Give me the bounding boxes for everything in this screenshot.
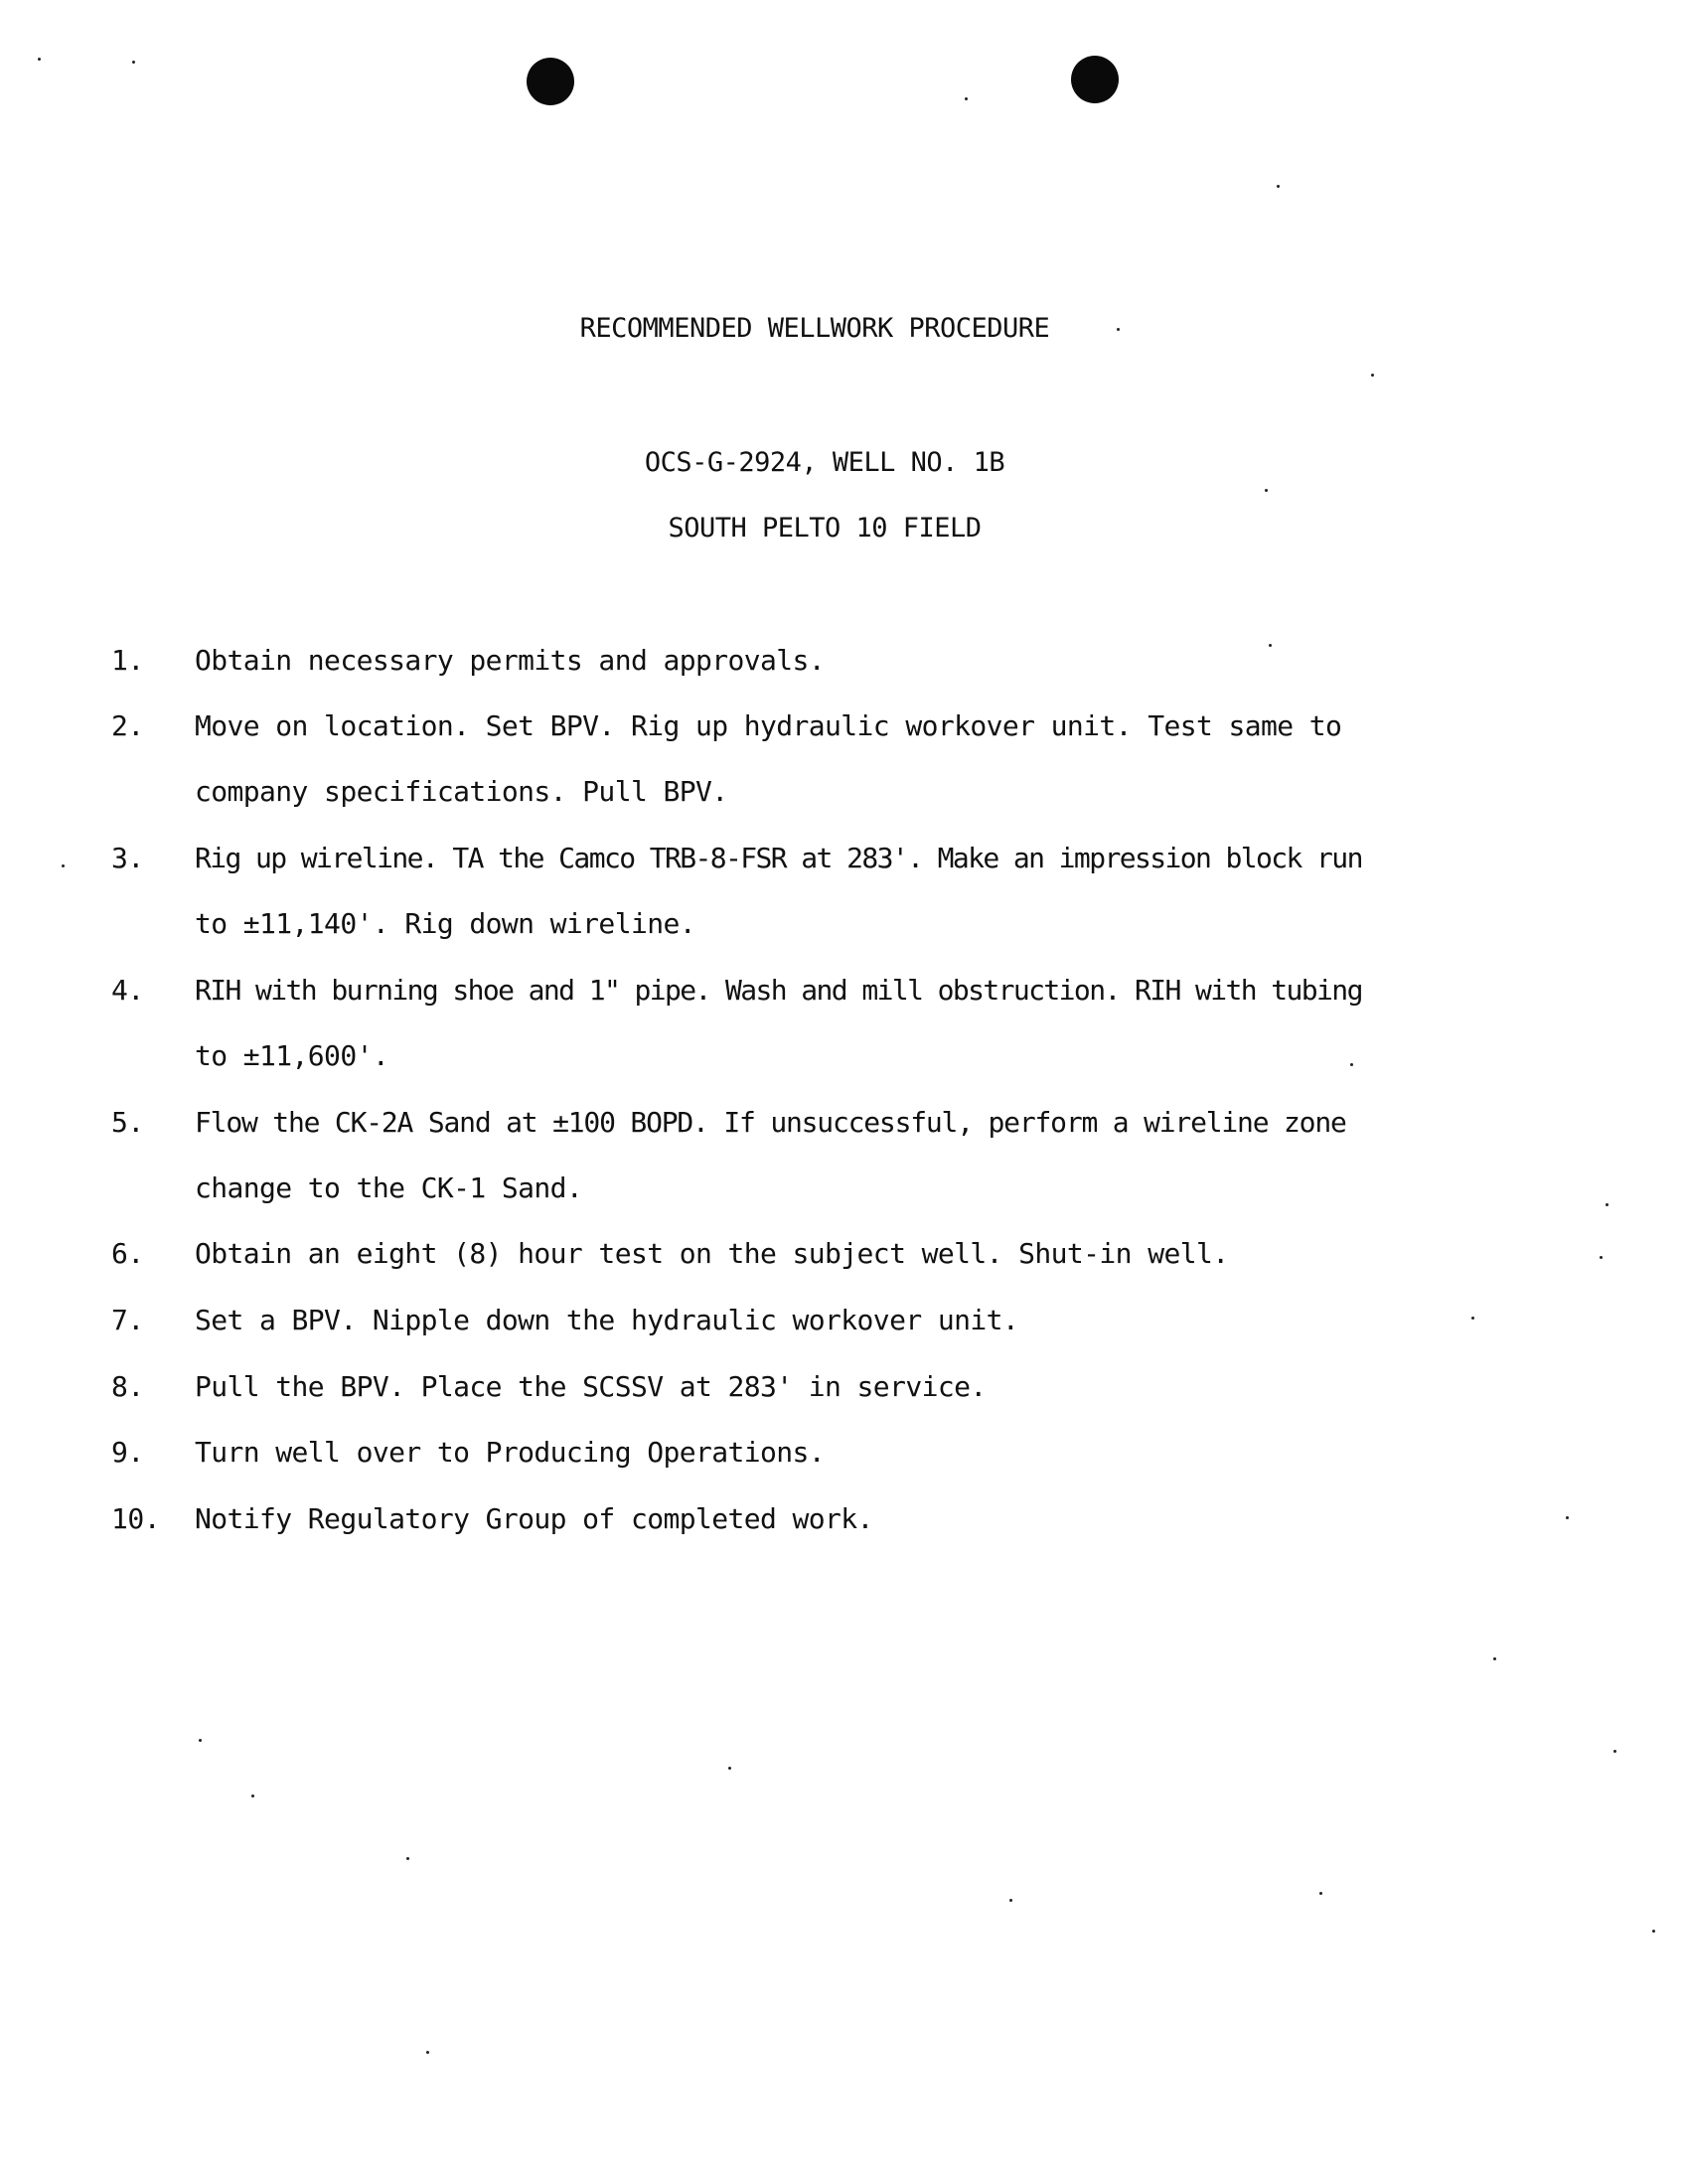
scan-speck (406, 1857, 409, 1860)
step-text: company specifications. Pull BPV. (195, 775, 728, 808)
punch-hole-right (1071, 56, 1119, 103)
step-number: 9. (111, 1436, 144, 1469)
scan-speck (1613, 1750, 1616, 1753)
scan-speck (1350, 1063, 1353, 1066)
punch-hole-left (527, 58, 574, 105)
step-number: 10. (111, 1502, 161, 1535)
field-heading: SOUTH PELTO 10 FIELD (668, 513, 982, 544)
step-number: 6. (111, 1237, 144, 1270)
scan-speck (1471, 1317, 1474, 1320)
scan-speck (62, 864, 65, 867)
scan-speck (1652, 1930, 1655, 1933)
scan-speck (1319, 1892, 1322, 1895)
step-text: Rig up wireline. TA the Camco TRB-8-FSR at 283'. Make an impression block run (195, 842, 1362, 874)
step-text: change to the CK-1 Sand. (195, 1171, 583, 1204)
step-number: 4. (111, 974, 144, 1007)
step-number: 2. (111, 709, 144, 742)
scan-speck (38, 58, 41, 61)
scan-speck (251, 1794, 254, 1797)
scan-speck (1600, 1256, 1603, 1259)
scan-speck (199, 1739, 202, 1742)
lease-well-heading: OCS-G-2924, WELL NO. 1B (644, 447, 1005, 478)
scan-speck (965, 97, 968, 100)
step-number: 7. (111, 1304, 144, 1336)
document-title: RECOMMENDED WELLWORK PROCEDURE (579, 313, 1050, 344)
scan-speck (1265, 489, 1268, 492)
step-text: to ±11,140'. Rig down wireline. (195, 907, 695, 940)
step-text: Turn well over to Producing Operations. (195, 1436, 826, 1469)
scan-speck (1269, 644, 1272, 647)
scan-speck (1606, 1203, 1608, 1206)
step-number: 1. (111, 644, 144, 677)
scan-speck (728, 1767, 731, 1770)
step-text: Move on location. Set BPV. Rig up hydraulic workover unit. Test same to (195, 709, 1342, 742)
step-number: 3. (111, 842, 144, 874)
scan-speck (1277, 185, 1280, 188)
scan-speck (132, 61, 135, 64)
step-text: Obtain an eight (8) hour test on the subject well. Shut-in well. (195, 1237, 1229, 1270)
step-number: 8. (111, 1370, 144, 1403)
step-text: Notify Regulatory Group of completed work. (195, 1502, 873, 1535)
step-text: RIH with burning shoe and 1" pipe. Wash and mill obstruction. RIH with tubing (195, 974, 1362, 1007)
step-text: Obtain necessary permits and approvals. (195, 644, 826, 677)
scan-speck (1371, 374, 1374, 377)
scan-speck (1566, 1516, 1569, 1519)
step-text: Set a BPV. Nipple down the hydraulic workover unit. (195, 1304, 1019, 1336)
step-text: to ±11,600'. (195, 1039, 389, 1072)
step-text: Flow the CK-2A Sand at ±100 BOPD. If unsuccessful, perform a wireline zone (195, 1106, 1346, 1139)
scan-speck (1493, 1657, 1496, 1660)
step-number: 5. (111, 1106, 144, 1139)
scan-speck (1009, 1899, 1012, 1902)
step-text: Pull the BPV. Place the SCSSV at 283' in service. (195, 1370, 987, 1403)
scan-speck (426, 2051, 429, 2054)
